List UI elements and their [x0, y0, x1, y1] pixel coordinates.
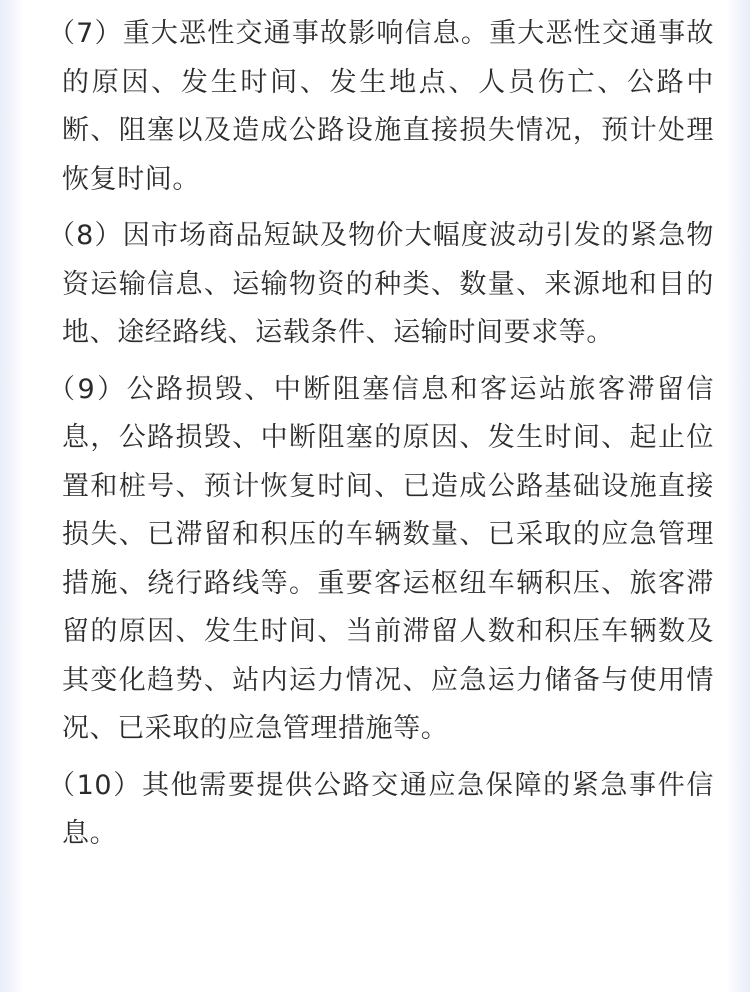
paragraph-number: （10）	[48, 769, 142, 801]
paragraph-8	[48, 212, 714, 358]
paragraph-number: （9）	[48, 373, 127, 405]
paragraph-number: （8）	[48, 220, 123, 251]
paragraph-10	[48, 762, 715, 859]
paragraph-text: 因市场商品短缺及物价大幅度波动引发的紧急物资运输信息、运输物资的种类、数量、来源地和目的地、途经路线、运载条件、运输时间要求等。	[62, 220, 714, 348]
paragraph-number: （7）	[48, 18, 123, 49]
paragraph-text: 重大恶性交通事故影响信息。重大恶性交通事故的原因、发生时间、发生地点、人员伤亡、公路中断、阻塞以及造成公路设施直接损失情况，预计处理恢复时间。	[62, 18, 714, 195]
paragraph-7	[48, 10, 714, 204]
paragraph-text: 公路损毁、中断阻塞信息和客运站旅客滞留信息，公路损毁、中断阻塞的原因、发生时间、起止位置和桩号、预计恢复时间、已造成公路基础设施直接损失、已滞留和积压的车辆数量、已采取的应急管理措施、绕行路线等。重要客运枢纽车辆积压、旅客滞留的原因、发生时间、当前滞留人数和积压车辆数及其变化趋势、站内运力情况、应急运力储备与使用情况、已采取的应急管理措施等。	[62, 373, 714, 744]
paragraph-9	[48, 366, 714, 754]
paragraph-text: 其他需要提供公路交通应急保障的紧急事件信息。	[62, 769, 715, 849]
